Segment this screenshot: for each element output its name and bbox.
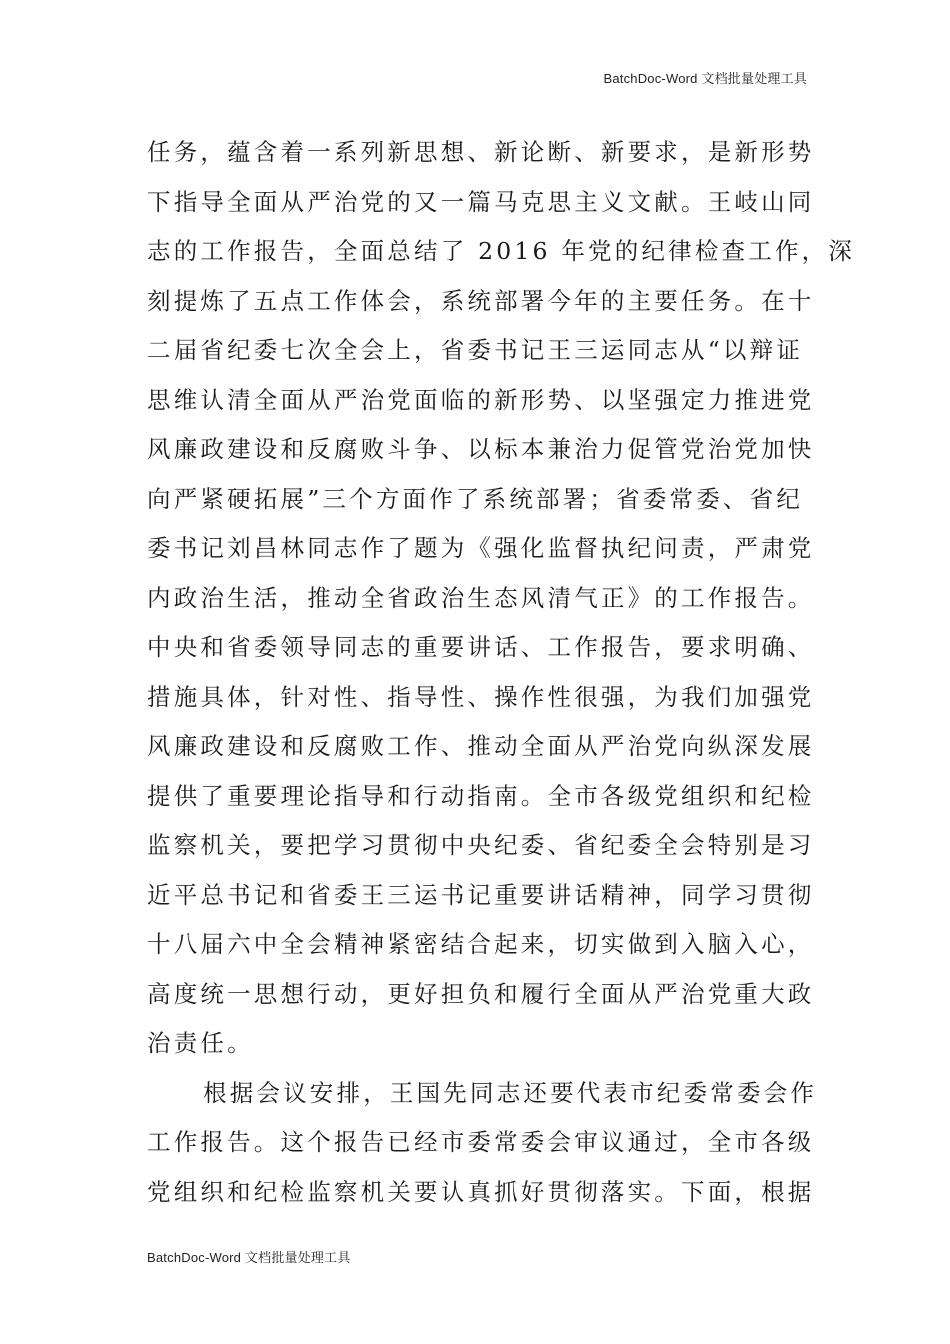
text-line: 思维认清全面从严治党面临的新形势、以坚强定力推进党 <box>147 385 815 414</box>
text-line: 提供了重要理论指导和行动指南。全市各级党组织和纪检 <box>147 781 815 810</box>
body-text <box>147 128 856 1217</box>
text-line: 近平总书记和省委王三运书记重要讲话精神，同学习贯彻 <box>147 880 815 909</box>
paragraph-first-line: 根据会议安排，王国先同志还要代表市纪委常委会作 <box>203 1078 818 1107</box>
text-line: 高度统一思想行动，更好担负和履行全面从严治党重大政 <box>147 979 815 1008</box>
text-line: 监察机关，要把学习贯彻中央纪委、省纪委全会特别是习 <box>147 831 815 859</box>
text-line: 向严紧硬拓展”三个方面作了系统部署；省委常委、省纪 <box>147 484 804 513</box>
text-line: 风廉政建设和反腐败斗争、以标本兼治力促管党治党加快 <box>147 435 815 463</box>
text-line: 任务，蕴含着一系列新思想、新论断、新要求，是新形势 <box>147 138 815 166</box>
text-line: 工作报告。这个报告已经市委常委会审议通过，全市各级 <box>147 1128 815 1156</box>
text-line: 十八届六中全会精神紧密结合起来，切实做到入脑入心， <box>147 930 815 958</box>
page-footer: BatchDoc-Word 文档批量处理工具 <box>147 1250 351 1265</box>
text-line: 下指导全面从严治党的又一篇马克思主义文献。王岐山同 <box>147 187 815 216</box>
text-line: 中央和省委领导同志的重要讲话、工作报告，要求明确、 <box>147 633 815 661</box>
text-line: 党组织和纪检监察机关要认真抓好贯彻落实。下面，根据 <box>147 1177 815 1206</box>
text-line: 内政治生活，推动全省政治生态风清气正》的工作报告。 <box>147 583 815 612</box>
page-header: BatchDoc-Word 文档批量处理工具 <box>603 71 807 86</box>
text-line: 志的工作报告，全面总结了 2016 年党的纪律检查工作，深 <box>147 237 856 265</box>
text-line: 治责任。 <box>147 1029 254 1057</box>
text-line: 措施具体，针对性、指导性、操作性很强，为我们加强党 <box>147 682 815 711</box>
text-line: 刻提炼了五点工作体会，系统部署今年的主要任务。在十 <box>147 286 815 315</box>
text-line: 二届省纪委七次全会上，省委书记王三运同志从“以辩证 <box>147 336 804 364</box>
text-line: 委书记刘昌林同志作了题为《强化监督执纪问责，严肃党 <box>147 534 815 562</box>
text-line: 风廉政建设和反腐败工作、推动全面从严治党向纵深发展 <box>147 732 815 760</box>
